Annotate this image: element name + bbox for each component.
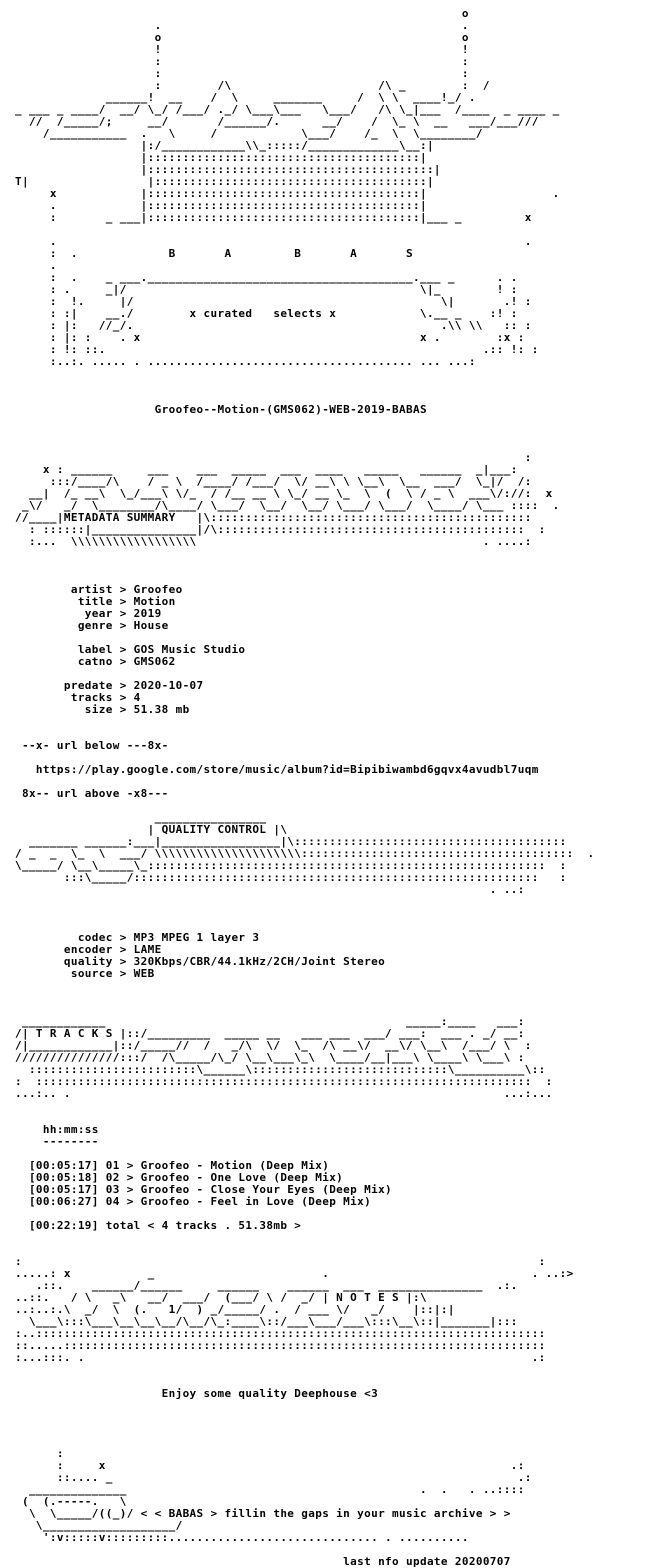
nfo-line: : x .: (8, 1459, 525, 1472)
nfo-line (8, 548, 595, 560)
nfo-line: : !: ::. .:: !: : (8, 343, 539, 356)
nfo-line: ::.....::::::::::::::::::::::::::::::::::::::::::::::::::::::::::::::::::::: (8, 1339, 546, 1352)
nfo-line (8, 1400, 595, 1412)
nfo-line: |:/____________\\_:::::/_____________\__:| (8, 139, 434, 152)
nfo-line: ______________ . . . ..:::: (8, 1483, 525, 1496)
nfo-line: x : ______ ___ ___ _____ ___ ____ _____ ______ _|___: (8, 463, 518, 476)
nfo-line: [00:05:18] 02 > Groofeo - One Love (Deep Mix) (8, 1171, 344, 1184)
nfo-line: :::\_____/:::::::::::::::::::::::::::::::::::::::::::::::::::::::::: : (8, 871, 567, 884)
nfo-line: : (8, 1447, 64, 1460)
nfo-line (8, 1412, 595, 1424)
nfo-line: __| /_ __\ \_/___\ \/_ / /__ __ \ \_/ __ \_ \ ( \ / _ \ ___\/://: x (8, 487, 553, 500)
nfo-line: Groofeo--Motion-(GMS062)-WEB-2019-BABAS (8, 403, 427, 416)
nfo-line: // /_____/; __/ /______/. __/ / \_ \ __ ___/___/// (8, 115, 539, 128)
nfo-line: / _ _ \_ \ ___/ \\\\\\\\\\\\\\\\\\\\\::::::::::::::::::::::::::::::::::::::: . (8, 847, 595, 860)
nfo-line: artist > Groofeo (8, 583, 183, 596)
nfo-line: \___\:::\___\__\__\__/\__/\_:____\::/___\___/___\:::\__\::|_______|::: (8, 1315, 518, 1328)
nfo-line: ! ! (8, 43, 469, 56)
nfo-line: _\/ _/ \________/\____/ \___/ \__/ \__/ \___/ \___/ \____/ \___ :::: . (8, 499, 560, 512)
nfo-line: : . _ ___.______________________________________.___ _ . . (8, 271, 518, 284)
nfo-line: | QUALITY CONTROL |\ (8, 823, 288, 836)
nfo-line: .::. ______/______ ______ ______ ___ _______________ .:. (8, 1279, 518, 1292)
nfo-line: o (8, 7, 469, 20)
nfo-line: o o (8, 31, 469, 44)
nfo-line: .....: x _ . . ..:> (8, 1267, 574, 1280)
nfo-line: ::.... _ .: (8, 1471, 532, 1484)
nfo-document (8, 8, 595, 1568)
nfo-line: hh:mm:ss (8, 1123, 99, 1136)
nfo-line: 8x-- url above -x8--- (8, 787, 169, 800)
nfo-line: ( (.-----. \ (8, 1495, 127, 1508)
nfo-line: . . (8, 235, 532, 248)
nfo-line: :...:::. . .: (8, 1351, 546, 1364)
nfo-line (8, 1232, 595, 1244)
nfo-line: ____________ _____:____ ___: (8, 1015, 525, 1028)
nfo-line: : |: : . x x . :x : (8, 331, 525, 344)
nfo-line: source > WEB (8, 967, 155, 980)
nfo-line (8, 896, 595, 908)
nfo-line: ':v:::::v:::::::::.............................. . .......... (8, 1531, 469, 1544)
nfo-line (8, 428, 595, 440)
nfo-line: label > GOS Music Studio (8, 643, 246, 656)
nfo-line: :::/____/\ / _ \ /____/ /___/ \/ __\ \ \__\ \__ ___/ \_|/ /: (8, 475, 532, 488)
nfo-line: https://play.google.com/store/music/album?id=Bipibiwambd6gqvx4avudbl7uqm (8, 763, 539, 776)
nfo-line: /|____________|::/_____// / _/\ \/ \_ /\ __\/ __\/ \__\ /___/ \ : (8, 1039, 532, 1052)
nfo-line (8, 380, 595, 392)
nfo-line: |:::::::::::::::::::::::::::::::::::::::::| (8, 163, 441, 176)
nfo-line: ::::::::::::::::::::::::\______\::::::::::::::::::::::::::::\__________\:: (8, 1063, 546, 1076)
nfo-line (8, 1424, 595, 1436)
nfo-line: [00:05:17] 03 > Groofeo - Close Your Eyes (Deep Mix) (8, 1183, 393, 1196)
nfo-line: : !. |/ \| .! : (8, 295, 532, 308)
nfo-line: : . _|/ \|_ ! : (8, 283, 518, 296)
nfo-line: year > 2019 (8, 607, 162, 620)
nfo-line: genre > House (8, 619, 169, 632)
nfo-line: codec > MP3 MPEG 1 layer 3 (8, 931, 260, 944)
nfo-line: : : (8, 1255, 546, 1268)
nfo-line: : |: //_/. .\\ \\ :: : (8, 319, 532, 332)
nfo-line: : : (8, 55, 469, 68)
nfo-line: size > 51.38 mb (8, 703, 190, 716)
nfo-line: :..:. ..... . ...................................... ... ...: (8, 355, 476, 368)
nfo-line: Enjoy some quality Deephouse <3 (8, 1387, 379, 1400)
nfo-line: . |:::::::::::::::::::::::::::::::::::::::| (8, 199, 427, 212)
nfo-line: x |:::::::::::::::::::::::::::::::::::::::| . (8, 187, 560, 200)
nfo-line (8, 368, 595, 380)
nfo-line (8, 1436, 595, 1448)
nfo-line: ...:.. . ...:... (8, 1087, 553, 1100)
nfo-line (8, 908, 595, 920)
nfo-line: catno > GMS062 (8, 655, 176, 668)
nfo-line: -------- (8, 1135, 99, 1148)
nfo-line: /___________ . \ / \___/ /_ \ \________/ (8, 127, 483, 140)
nfo-line: tracks > 4 (8, 691, 141, 704)
nfo-line: : ::::::|_______________|/\:::::::::::::::::::::::::::::::::::::::::::: : (8, 523, 546, 536)
nfo-line: predate > 2020-10-07 (8, 679, 204, 692)
nfo-line: \_____/ \__\_____\_::::::::::::::::::::::::::::::::::::::::::::::::::::::::: : (8, 859, 567, 872)
nfo-line: [00:05:17] 01 > Groofeo - Motion (Deep Mix) (8, 1159, 330, 1172)
nfo-line: [00:22:19] total < 4 tracks . 51.38mb > (8, 1219, 302, 1232)
nfo-line (8, 1364, 595, 1376)
nfo-line: \___________________/ (8, 1519, 183, 1532)
nfo-line (8, 716, 595, 728)
nfo-line: |:::::::::::::::::::::::::::::::::::::::| (8, 151, 427, 164)
nfo-line: ///////////////:::/ /\_____/\_/ \__\___\_\ \____/__|___\ \____\ \___\ : (8, 1051, 525, 1064)
nfo-line: title > Motion (8, 595, 176, 608)
nfo-line: quality > 320Kbps/CBR/44.1kHz/2CH/Joint Stereo (8, 955, 386, 968)
nfo-line (8, 1100, 595, 1112)
nfo-line: : /\ /\ _ : / (8, 79, 490, 92)
nfo-line: --x- url below ---8x- (8, 739, 169, 752)
nfo-line: //____|METADATA SUMMARY |\:::::::::::::::::::::::::::::::::::::::::::::: (8, 511, 532, 524)
nfo-line (8, 992, 595, 1004)
nfo-line: . (8, 259, 57, 272)
nfo-line (8, 416, 595, 428)
nfo-line: : _ ___|:::::::::::::::::::::::::::::::::::::::|___ _ x (8, 211, 532, 224)
nfo-line: [00:06:27] 04 > Groofeo - Feel in Love (Deep Mix) (8, 1195, 372, 1208)
nfo-line: ______! __ / \ _______ / \ \ ____!_/ . (8, 91, 476, 104)
nfo-line: ..:..:.\ _/ \ (. 1/ ) _/_____/ . / ___ \/ _/ |::|:| (8, 1303, 455, 1316)
nfo-line: ..::. / \ _\ __/ ___/ (___/ \ / _/ | N O T E S |:\ (8, 1291, 427, 1304)
nfo-line: : (8, 451, 532, 464)
nfo-line: : ::::::::::::::::::::::::::::::::::::::::::::::::::::::::::::::::::::::: : (8, 1075, 553, 1088)
nfo-line: \ \_____/((_)/ < < BABAS > fillin the gaps in your music archive > > (8, 1507, 511, 1520)
nfo-line: : . B A B A S (8, 247, 413, 260)
nfo-line: /| T R A C K S |::/_________ _____ __ ___ ___ ___/ ___: ___ . _/ __: (8, 1027, 525, 1040)
nfo-line: last nfo update 20200707 (8, 1555, 511, 1568)
nfo-line (8, 980, 595, 992)
nfo-line: : : (8, 67, 469, 80)
nfo-line: _______ ______:___|_________________|\::::::::::::::::::::::::::::::::::::::: (8, 835, 567, 848)
nfo-line: encoder > LAME (8, 943, 162, 956)
nfo-line: _ ___ _ ____/ __/ \_/ /___/ ._/ \___\___ \___/ /\ \_|___ /____ _ ____ _ (8, 103, 560, 116)
nfo-line: . ..: (8, 883, 525, 896)
nfo-line: : :| __./ x curated selects x \.__ _ :! : (8, 307, 518, 320)
nfo-line (8, 560, 595, 572)
nfo-line: :... \\\\\\\\\\\\\\\\\\ . ....: (8, 535, 532, 548)
nfo-line: T| |:::::::::::::::::::::::::::::::::::::::| (8, 175, 434, 188)
nfo-line: . . (8, 19, 469, 32)
nfo-line: ________________ (8, 811, 267, 824)
nfo-line: :..::::::::::::::::::::::::::::::::::::::::::::::::::::::::::::::::::::::::: (8, 1327, 546, 1340)
